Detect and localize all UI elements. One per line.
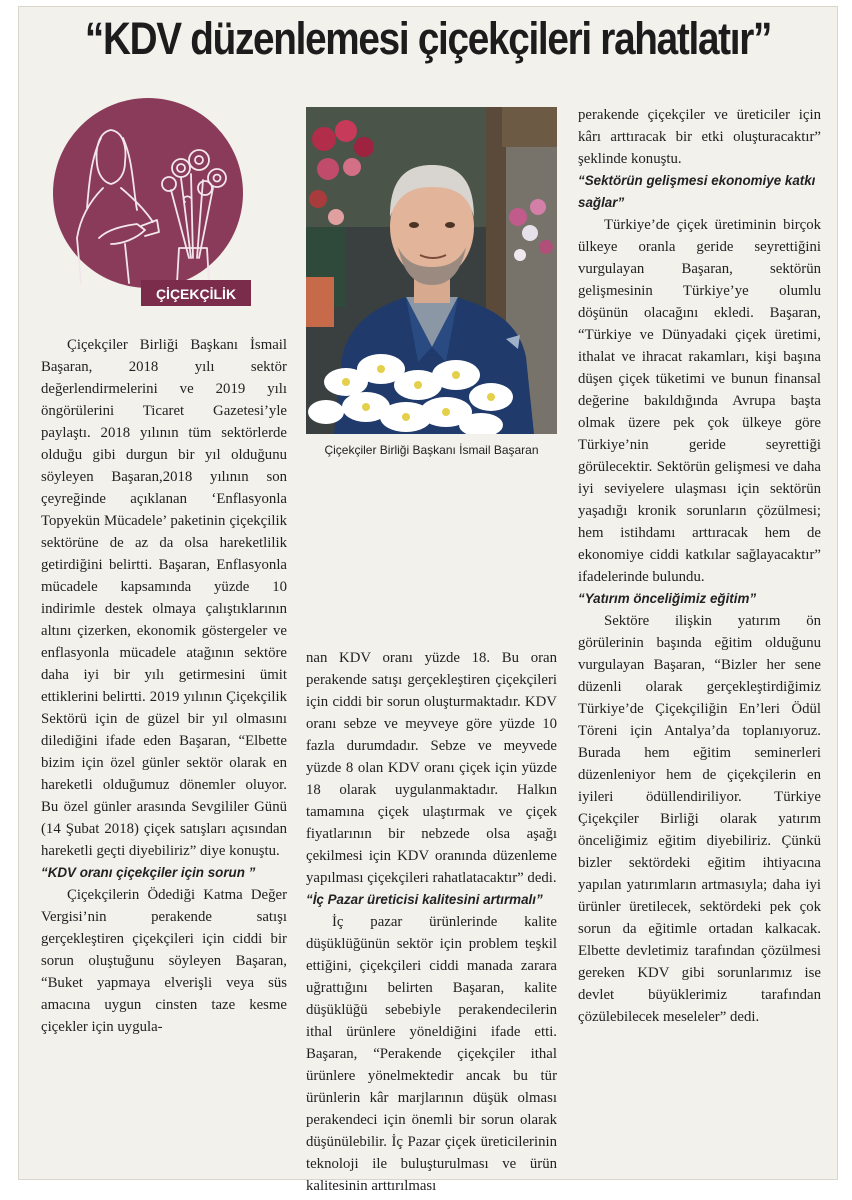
headline: “KDV düzenlemesi çiçekçileri rahatlatır” (84, 13, 772, 64)
section-logo (41, 98, 256, 313)
portrait-photo (306, 107, 557, 434)
subheading: “KDV oranı çiçekçiler için sorun ” (41, 865, 256, 880)
newspaper-page (18, 6, 838, 1194)
paragraph: İç pazar ürünlerinde kalite düşüklüğünün sektör için problem teşkil ettiğini, çiçekçileri ciddi manada zarara uğrattığını belirten Başaran, kalite düşüklüğü sebebiyle perakendecilerin ithal ürünlere yöneldiğini ifade etti. Başaran, “Perakende çiçekçiler ithal ürünlere yönelmektedir ancak bu tür ürünlerin kâr marjlarının düşük olması perakendeci için önemli bir sorun olarak düşünülebilir. İç Pazar çiçek üreticilerinin teknoloji ile buluşturulması ve ürün kalitesinin arttırılması (306, 914, 557, 1194)
paragraph: Çiçekçilerin Ödediği Katma Değer Vergisi’nin perakende satışı gerçekleştiren çiçekçileri için ciddi bir sorun oluştuğunu söyleyen Başaran, “Buket yapmaya elverişli veya süs amacına uygun cinsten taze kesme çiçekler için uygula- (41, 887, 287, 1035)
article-column-2 (306, 647, 557, 1197)
paragraph: perakende çiçekçiler ve üreticiler için kârı arttıracak bir etki oluşturacaktır” şeklinde konuştu. (578, 107, 821, 167)
paragraph: Türkiye’de çiçek üretiminin birçok ülkeye oranla geride seyrettiğini vurgulayan Başaran, sektörün gelişmesinin Türkiye’ye olumlu döşünün olacağını ekledi. Başaran, “Türkiye ve Dünyadaki çiçek üretimi, ithalat ve ihracat rakamları, kişi başına düşen çiçek tüketimi ve bunun finansal değerine bakıldığında Avrupa başta olmak üzere pek çok ülkeye göre Türkiye’nin geride seyrettiği görülecektir. Sektörün gelişmesi ve daha iyi seviyelere ulaşması için sektörün yaşadığı kronik sorunların çözülmesi; hem istihdamı arttıracak hem de ekonomiye ciddi katkılar sağlayacaktır” ifadelerinde bulundu. (578, 217, 821, 585)
paragraph: Çiçekçiler Birliği Başkanı İsmail Başaran, 2018 yılı sektör değerlendirmelerini ve 2019 yılı öngörülerini Ticaret Gazetesi’yle paylaştı. 2018 yılının tüm sektörlerde olduğu gibi durgun bir yıl olduğunu söyleyen Başaran,2018 yılının son çeyreğinde açıklanan ‘Enflasyonla Topyekün Mücadele’ paketinin çiçekçilik sektörüne de az da olsa hareketlilik getirdiğini belirtti. Başaran, Enflasyonla mücadele kapsamında yüzde 10 indirimle destek olmaya çalıştıklarının altını çizerken, ekonomik göstergeler ve enflasyonla mücadele atağının sektöre daha iyi bir yılı getirmesini ümit ettiklerini belirtti. 2019 yılının Çiçekçilik Sektörü için de güzel bir yıl olmasını dilediğini ifade eden Başaran, “Elbette bizim için özel günler sektör olarak en hareketli olduğumuz dönemler oluyor. Bu özel günler arasında Sevgililer Günü (14 Şubat 2018) çiçek satışları açısından hareketli geçti diyebiliriz” diye konuştu. (41, 337, 287, 859)
subheading: “Yatırım önceliğimiz eğitim” (578, 591, 757, 606)
paragraph: nan KDV oranı yüzde 18. Bu oran perakende satışı gerçekleştiren çiçekçileri için ciddi bir sorun oluşturmaktadır. KDV oranı sebze ve meyveye göre yüzde 10 fazla durumdadır. Sebze ve meyvede yüzde 8 olan KDV oranı çiçek için yüzde 18 olarak uygulanmaktadır. Halkın tamamına çiçek ulaştırmak ve çiçek fiyatlarının bir nebzede olsa aşağı çekilmesi için KDV oranında düzenleme yapılması çiçekçileri rahatlatacaktır” dedi. (306, 650, 557, 886)
paragraph: Sektöre ilişkin yatırım ön görülerinin başında eğitim olduğunu vurgulayan Başaran, “Bizler her sene düzenli olarak gerçekleştirdiğimiz Türkiye’de Çiçekçiliğin En’leri Ödül Töreni için Antalya’da toplanıyoruz. Burada hem eğitim seminerleri düzenleniyor hem de çiçekçilerin en iyileri ödüllendiriliyor. Türkiye Çiçekçiler Birliği olarak yatırım önceliğimiz eğitim diyebiliriz. Çünkü bizler sektördeki eğitim ihtiyacına yapılan yatırımların artmasıyla; daha iyi ürünler üretilecek, sektördeki pek çok sorun da eğitimle ortadan kalkacak. Elbette devletimiz tarafından çözülmesi gereken KDV gibi sorunlarımız ise devlet büyüklerimiz tarafından çözülebilecek meseleler” dedi. (578, 613, 821, 1025)
section-label: ÇİÇEKÇİLİK (155, 286, 237, 302)
article-column-1 (41, 334, 287, 1038)
photo-caption: Çiçekçiler Birliği Başkanı İsmail Başaran (324, 443, 539, 457)
logo-circle (53, 98, 243, 288)
article-column-3 (578, 104, 821, 1028)
subheading: “İç Pazar üreticisi kalitesini artırmalı” (306, 892, 543, 907)
subheading: “Sektörün gelişmesi ekonomiye katkı sağlar” (578, 173, 816, 210)
